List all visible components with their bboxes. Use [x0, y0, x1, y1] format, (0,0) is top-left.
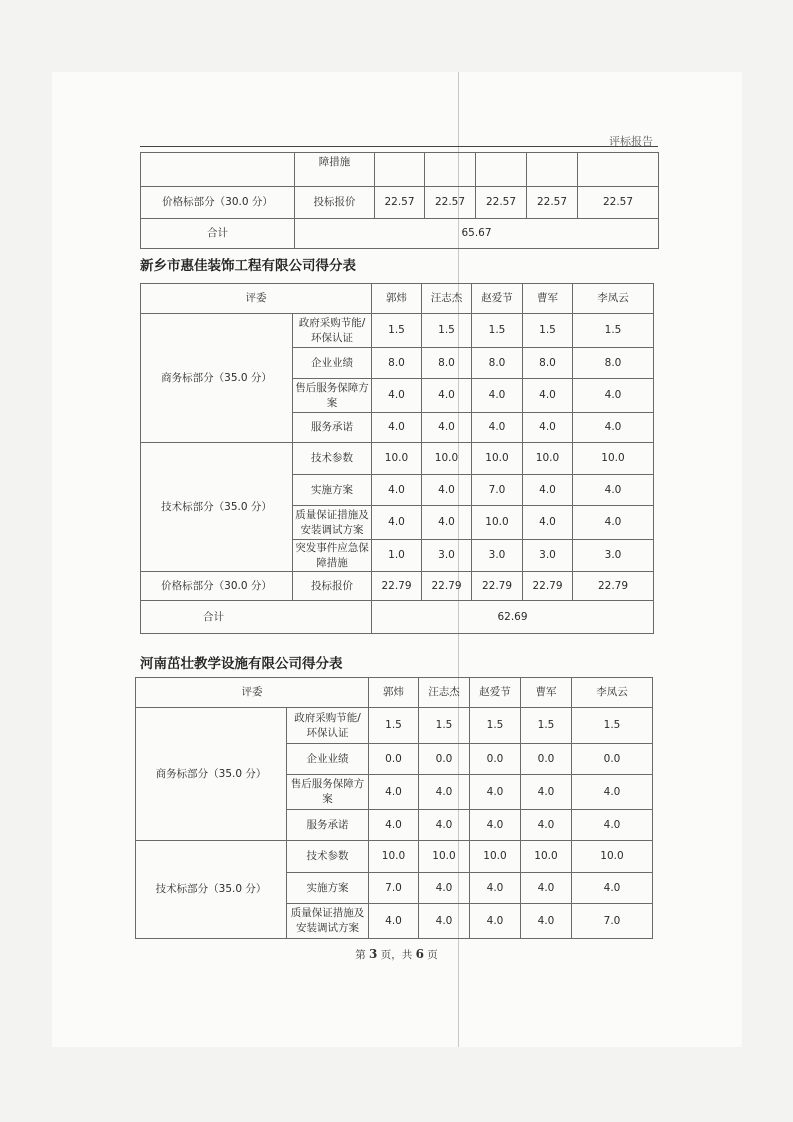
- criterion-cell: 质量保证措施及安装调试方案: [287, 904, 369, 939]
- score-cell: [375, 153, 425, 187]
- judge-name: 曹军: [521, 678, 572, 708]
- score-cell: 4.0: [419, 810, 470, 841]
- score-cell: 10.0: [419, 841, 470, 873]
- score-cell: 4.0: [419, 873, 470, 904]
- score-cell: 22.79: [422, 572, 472, 601]
- score-table: [140, 283, 654, 634]
- score-cell: 0.0: [369, 744, 419, 775]
- footer-prefix: 第: [355, 949, 366, 961]
- score-cell: 4.0: [472, 413, 523, 443]
- score-cell: [425, 153, 476, 187]
- score-cell: 1.5: [470, 708, 521, 744]
- criterion-cell: 技术参数: [293, 443, 372, 475]
- score-cell: 10.0: [472, 506, 523, 540]
- judge-header-label: 评委: [141, 284, 372, 314]
- total-value: 65.67: [295, 219, 659, 249]
- judge-name: 赵爱节: [472, 284, 523, 314]
- category-cell: 商务标部分（35.0 分）: [136, 708, 287, 841]
- score-cell: 7.0: [572, 904, 653, 939]
- criterion-cell: 技术参数: [287, 841, 369, 873]
- score-cell: 4.0: [470, 810, 521, 841]
- table-row: [141, 187, 659, 219]
- score-cell: 10.0: [472, 443, 523, 475]
- score-cell: 0.0: [572, 744, 653, 775]
- total-row: [141, 219, 659, 249]
- score-cell: 0.0: [419, 744, 470, 775]
- score-cell: 4.0: [523, 506, 573, 540]
- score-cell: 4.0: [573, 413, 654, 443]
- score-cell: 4.0: [573, 475, 654, 506]
- judge-name: 汪志杰: [419, 678, 470, 708]
- score-cell: 4.0: [521, 904, 572, 939]
- score-cell: 22.57: [375, 187, 425, 219]
- score-cell: 4.0: [521, 810, 572, 841]
- judge-name: 赵爱节: [470, 678, 521, 708]
- score-cell: 4.0: [572, 873, 653, 904]
- score-cell: 10.0: [573, 443, 654, 475]
- score-cell: 4.0: [422, 475, 472, 506]
- criterion-cell: 实施方案: [287, 873, 369, 904]
- criterion-cell: 投标报价: [293, 572, 372, 601]
- score-cell: 1.5: [472, 314, 523, 348]
- score-cell: 4.0: [372, 413, 422, 443]
- criterion-cell: 政府采购节能/环保认证: [287, 708, 369, 744]
- section-title: 新乡市惠佳装饰工程有限公司得分表: [140, 258, 356, 274]
- score-cell: 4.0: [419, 775, 470, 810]
- score-cell: 4.0: [470, 873, 521, 904]
- score-cell: 3.0: [573, 540, 654, 572]
- criterion-cell: 企业业绩: [293, 348, 372, 379]
- table-row: [141, 153, 659, 187]
- criterion-cell: 实施方案: [293, 475, 372, 506]
- score-cell: 0.0: [521, 744, 572, 775]
- score-cell: 10.0: [372, 443, 422, 475]
- score-cell: 4.0: [369, 810, 419, 841]
- score-cell: 10.0: [470, 841, 521, 873]
- score-cell: 4.0: [521, 775, 572, 810]
- score-cell: 4.0: [523, 379, 573, 413]
- footer-mid: 页，共: [380, 949, 413, 961]
- score-cell: [527, 153, 578, 187]
- criterion-cell: 障措施: [295, 153, 375, 187]
- score-cell: 10.0: [521, 841, 572, 873]
- score-cell: 4.0: [372, 379, 422, 413]
- score-table: [135, 677, 653, 939]
- footer-suffix: 页: [427, 949, 438, 961]
- score-cell: 4.0: [523, 413, 573, 443]
- score-cell: 4.0: [521, 873, 572, 904]
- page-header-title: 评标报告: [609, 135, 653, 148]
- current-page-number: 3: [369, 947, 378, 961]
- continuation-score-table: [140, 152, 659, 249]
- score-cell: 1.5: [572, 708, 653, 744]
- score-cell: 22.79: [372, 572, 422, 601]
- score-cell: 8.0: [422, 348, 472, 379]
- score-cell: 3.0: [422, 540, 472, 572]
- header-rule: [140, 146, 658, 147]
- score-cell: [476, 153, 527, 187]
- score-cell: 8.0: [372, 348, 422, 379]
- score-cell: 4.0: [573, 506, 654, 540]
- score-cell: 1.5: [573, 314, 654, 348]
- table-row: [141, 443, 654, 475]
- score-cell: 22.57: [578, 187, 659, 219]
- score-cell: [578, 153, 659, 187]
- table-header-row: [141, 284, 654, 314]
- score-cell: 10.0: [572, 841, 653, 873]
- score-cell: 3.0: [523, 540, 573, 572]
- score-cell: 1.5: [523, 314, 573, 348]
- table-row: [141, 314, 654, 348]
- score-cell: 1.5: [419, 708, 470, 744]
- score-cell: 22.57: [476, 187, 527, 219]
- total-label: 合计: [141, 219, 295, 249]
- table-row: [141, 572, 654, 601]
- score-cell: 22.57: [527, 187, 578, 219]
- total-label: 合计: [141, 601, 372, 634]
- score-cell: 4.0: [372, 475, 422, 506]
- table-header-row: [136, 678, 653, 708]
- category-cell: 技术标部分（35.0 分）: [136, 841, 287, 939]
- score-cell: 8.0: [573, 348, 654, 379]
- score-cell: 1.5: [372, 314, 422, 348]
- score-cell: 1.0: [372, 540, 422, 572]
- score-cell: 1.5: [422, 314, 472, 348]
- score-cell: 4.0: [572, 810, 653, 841]
- page-footer: [0, 947, 793, 962]
- score-cell: 4.0: [573, 379, 654, 413]
- score-cell: 1.5: [369, 708, 419, 744]
- score-cell: 4.0: [419, 904, 470, 939]
- score-cell: 22.79: [523, 572, 573, 601]
- judge-name: 郭炜: [369, 678, 419, 708]
- score-cell: 4.0: [470, 904, 521, 939]
- score-cell: 8.0: [523, 348, 573, 379]
- score-cell: 4.0: [369, 775, 419, 810]
- category-cell: 价格标部分（30.0 分）: [141, 187, 295, 219]
- score-cell: 4.0: [369, 904, 419, 939]
- score-cell: 0.0: [470, 744, 521, 775]
- criterion-cell: 服务承诺: [287, 810, 369, 841]
- total-value: 62.69: [372, 601, 654, 634]
- score-cell: 4.0: [572, 775, 653, 810]
- criterion-cell: 质量保证措施及安装调试方案: [293, 506, 372, 540]
- category-cell: 价格标部分（30.0 分）: [141, 572, 293, 601]
- score-cell: 8.0: [472, 348, 523, 379]
- score-cell: 22.57: [425, 187, 476, 219]
- judge-name: 汪志杰: [422, 284, 472, 314]
- table-row: [136, 841, 653, 873]
- score-cell: 4.0: [422, 506, 472, 540]
- score-cell: 7.0: [472, 475, 523, 506]
- score-cell: 22.79: [573, 572, 654, 601]
- criterion-cell: 政府采购节能/环保认证: [293, 314, 372, 348]
- criterion-cell: 投标报价: [295, 187, 375, 219]
- judge-name: 李凤云: [573, 284, 654, 314]
- score-cell: 3.0: [472, 540, 523, 572]
- judge-header-label: 评委: [136, 678, 369, 708]
- criterion-cell: 突发事件应急保障措施: [293, 540, 372, 572]
- judge-name: 李凤云: [572, 678, 653, 708]
- criterion-cell: 售后服务保障方案: [287, 775, 369, 810]
- section-title: 河南茁壮教学设施有限公司得分表: [140, 656, 343, 672]
- category-cell: 商务标部分（35.0 分）: [141, 314, 293, 443]
- criterion-cell: 服务承诺: [293, 413, 372, 443]
- score-cell: 4.0: [422, 413, 472, 443]
- total-row: [141, 601, 654, 634]
- judge-name: 郭炜: [372, 284, 422, 314]
- score-cell: 4.0: [372, 506, 422, 540]
- criterion-cell: 企业业绩: [287, 744, 369, 775]
- score-cell: 4.0: [470, 775, 521, 810]
- score-cell: 10.0: [523, 443, 573, 475]
- score-cell: 1.5: [521, 708, 572, 744]
- score-cell: 4.0: [523, 475, 573, 506]
- score-cell: 4.0: [422, 379, 472, 413]
- total-page-count: 6: [415, 947, 424, 961]
- table-row: [136, 708, 653, 744]
- score-cell: 10.0: [369, 841, 419, 873]
- score-cell: 7.0: [369, 873, 419, 904]
- score-cell: 4.0: [472, 379, 523, 413]
- score-cell: 22.79: [472, 572, 523, 601]
- score-cell: 10.0: [422, 443, 472, 475]
- criterion-cell: 售后服务保障方案: [293, 379, 372, 413]
- category-cell: 技术标部分（35.0 分）: [141, 443, 293, 572]
- judge-name: 曹军: [523, 284, 573, 314]
